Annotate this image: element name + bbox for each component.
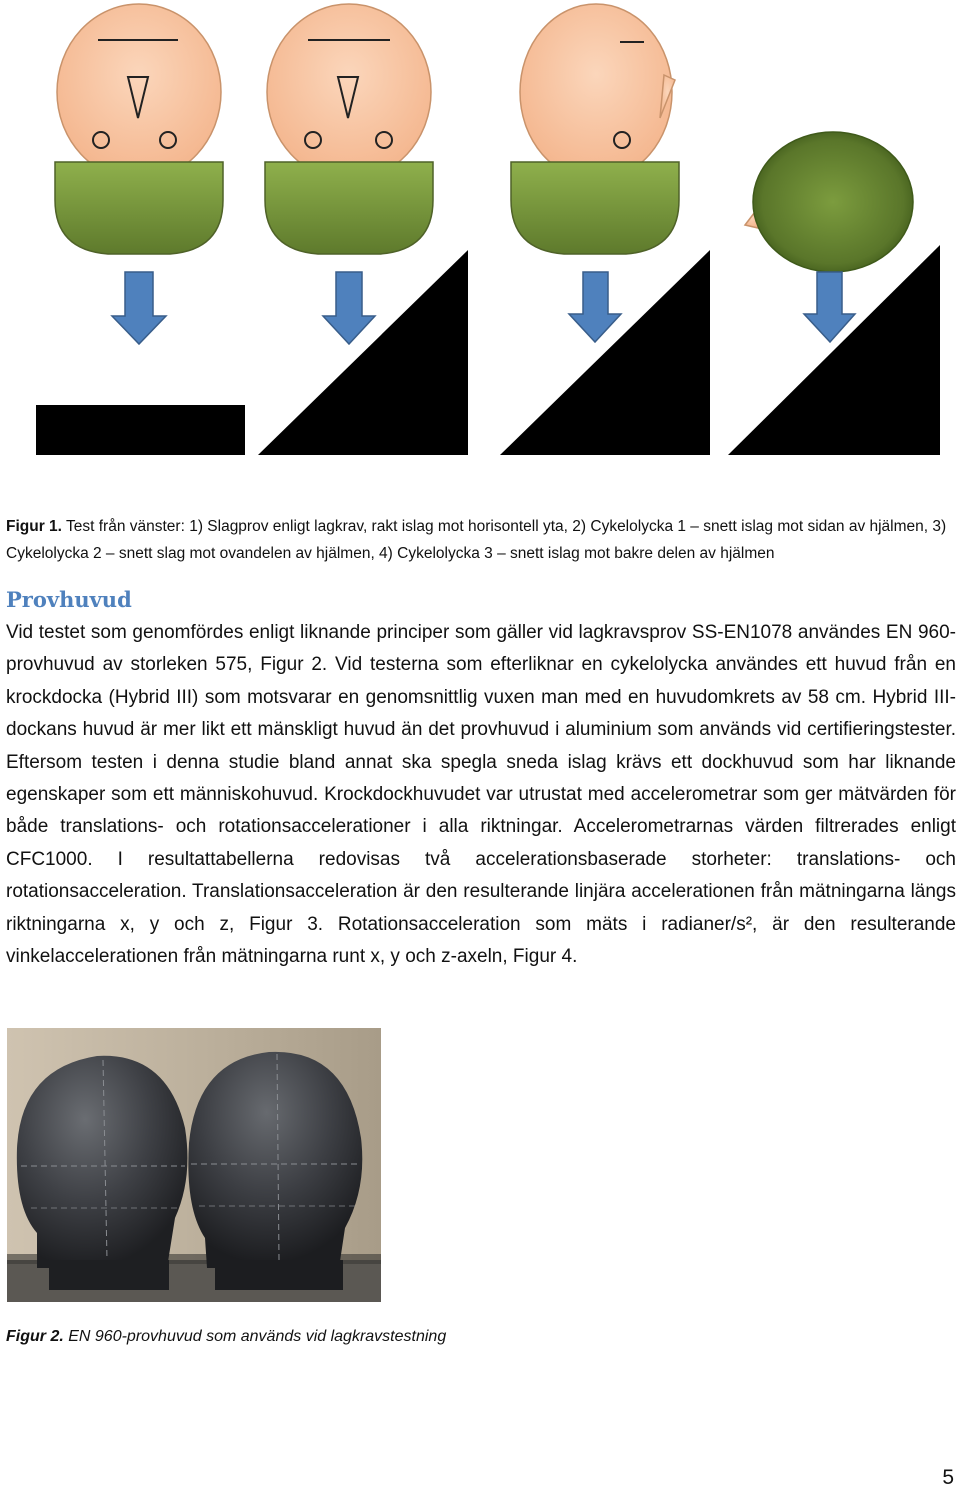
arrow-down-icon <box>569 272 621 342</box>
figure-2-label: Figur 2. <box>6 1328 64 1345</box>
body-paragraph: Vid testet som genomfördes enligt liknande principer som gäller vid lagkravsprov SS-EN1078 användes EN 960-provhuvud av storleken 575, Figur 2. Vid testerna som efterliknar en cykelolycka användes ett huvud från en krockdocka (Hybrid III) som motsvarar en genomsnittlig vuxen man med en huvudomkrets av 58 cm. Hybrid III-dockans huvud är mer likt ett mänskligt huvud än det provhuvud i aluminium som används vid certifieringstester. Eftersom testen i denna studie bland annat ska spegla sneda islag krävs ett dockhuvud som har liknande egenskaper som ett människohuvud. Krockdockhuvudet var utrustat med accelerometrar som ger mätvärden för både translations- och rotationsaccelerationer i alla riktningar. Accelerometrarnas värden filtrerades enligt CFC1000. I resultattabellerna redovisas två accelerationsbaserade storheter: translations- och rotationsacceleration. Translationsacceleration är den resulterande linjära accelerationen från mätningarna längs riktningarna x, y och z, Figur 3. Rotationsacceleration som mäts i radianer/s², är den resulterande vinkelaccelerationen från mätningarna runt x, y och z-axeln, Figur 4. <box>6 622 956 968</box>
test-1-straight-impact <box>36 4 245 455</box>
figure-2-photo <box>7 1028 381 1302</box>
head-3 <box>520 4 672 180</box>
figure-1-caption <box>6 513 958 567</box>
headform-left <box>17 1056 188 1290</box>
helmet-3 <box>511 162 679 254</box>
arrow-down-icon <box>112 272 166 344</box>
arrow-down-icon <box>323 272 375 344</box>
head-1 <box>57 4 221 180</box>
horizontal-surface <box>36 405 245 455</box>
figure-2-caption-text: EN 960-provhuvud som används vid lagkravstestning <box>63 1328 447 1345</box>
head-2 <box>267 4 431 180</box>
helmet-1 <box>55 162 223 254</box>
headform-right <box>188 1052 362 1290</box>
page-number: 5 <box>942 1466 954 1489</box>
arrow-down-icon <box>804 272 855 342</box>
figure-2-caption <box>6 1328 446 1346</box>
test-3-oblique-top-impact <box>500 4 710 455</box>
figure-1-label: Figur 1. <box>6 518 62 535</box>
test-4-oblique-back-impact <box>728 132 940 455</box>
figure-1-caption-text: Test från vänster: 1) Slagprov enligt lagkrav, rakt islag mot horisontell yta, 2) Cykelolycka 1 – snett islag mot sidan av hjälmen, 3) Cykelolycka 2 – snett slag mot ovandelen av hjälmen, 4) Cykelolycka 3 – snett islag mot bakre delen av hjälmen <box>6 518 947 562</box>
section-heading: Provhuvud <box>6 587 132 612</box>
helmet-4 <box>753 132 913 272</box>
figure-1-illustration <box>0 0 960 470</box>
oblique-anvil <box>258 250 468 455</box>
helmet-2 <box>265 162 433 254</box>
test-2-oblique-side-impact <box>258 4 468 455</box>
